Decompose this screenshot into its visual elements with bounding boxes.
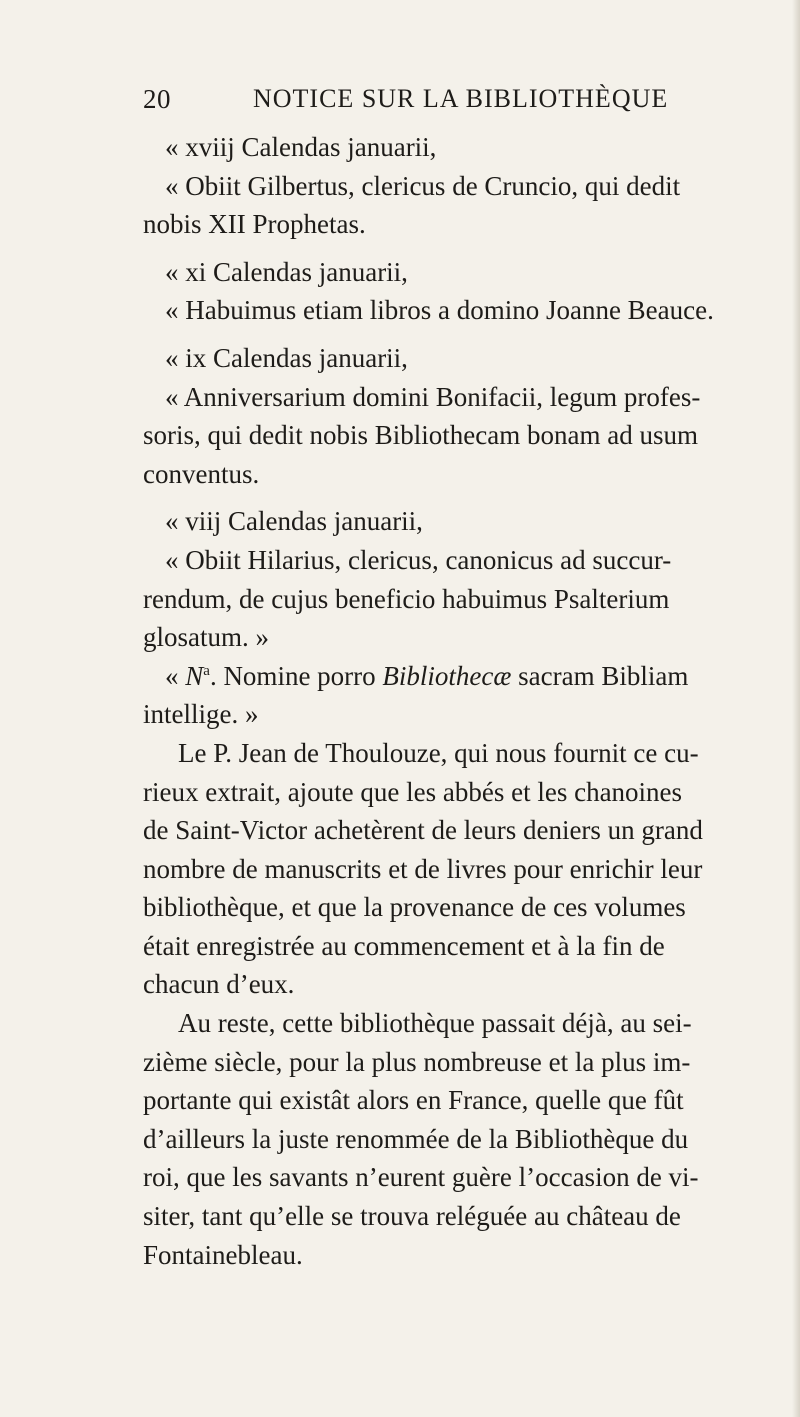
text-line: rendum, de cujus beneficio habuimus Psalterium xyxy=(143,583,670,614)
text-segment: « xyxy=(165,660,186,691)
text-line: siter, tant qu’elle se trouva reléguée au château de xyxy=(143,1201,681,1232)
text-line: portante qui existât alors en France, quelle que fût xyxy=(143,1085,684,1116)
text-line: de Saint-Victor achetèrent de leurs deniers un grand xyxy=(143,815,703,846)
text-line: « Obiit Hilarius, clericus, canonicus ad succur- xyxy=(165,544,672,575)
text-line: « Obiit Gilbertus, clericus de Cruncio, qui dedit xyxy=(165,170,681,201)
text-line: « Habuimus etiam libros a domino Joanne Beauce. xyxy=(165,295,714,326)
running-head: NOTICE SUR LA BIBLIOTHÈQUE xyxy=(253,84,669,113)
text-segment-italic: Bibliothecæ xyxy=(382,660,512,691)
text-line: « xi Calendas januarii, xyxy=(165,256,408,287)
text-line: était enregistrée au commencement et à la fin de xyxy=(143,930,665,961)
text-line: Le P. Jean de Thoulouze, qui nous fournit ce cu- xyxy=(178,737,699,768)
text-line: conventus. xyxy=(143,458,260,489)
text-line: bibliothèque, et que la provenance de ces volumes xyxy=(143,892,686,923)
text-line: roi, que les savants n’eurent guère l’occasion de vi- xyxy=(143,1162,699,1193)
text-segment: . Nomine porro xyxy=(209,660,383,691)
page-edge xyxy=(792,0,800,1417)
page-number: 20 xyxy=(143,84,171,114)
text-line: « ix Calendas januarii, xyxy=(165,342,408,373)
page-header xyxy=(143,84,669,124)
text-segment: N xyxy=(185,660,204,691)
text-line: « xviij Calendas januarii, xyxy=(165,132,437,162)
text-line: Au reste, cette bibliothèque passait déjà, au sei- xyxy=(178,1008,692,1039)
text-line: chacun d’eux. xyxy=(143,969,295,1000)
text-segment: sacram Bibliam xyxy=(511,660,689,691)
text-line: intellige. » xyxy=(143,699,259,730)
text-line: zième siècle, pour la plus nombreuse et la plus im- xyxy=(143,1046,691,1077)
text-line: Fontainebleau. xyxy=(143,1239,303,1270)
body-text xyxy=(143,128,714,1274)
text-line: « Anniversarium domini Bonifacii, legum profes- xyxy=(165,381,701,412)
text-line: nombre de manuscrits et de livres pour enrichir leur xyxy=(143,853,703,884)
text-line: glosatum. » xyxy=(143,622,269,653)
text-line-nomine xyxy=(143,657,689,696)
text-line: d’ailleurs la juste renommée de la Bibliothèque du xyxy=(143,1123,689,1154)
text-superscript: a xyxy=(203,662,210,679)
text-line: soris, qui dedit nobis Bibliothecam bonam ad usum xyxy=(143,420,698,451)
text-line: rieux extrait, ajoute que les abbés et les chanoines xyxy=(143,776,683,807)
text-line: nobis XII Prophetas. xyxy=(143,209,366,240)
text-line: « viij Calendas januarii, xyxy=(165,506,423,537)
